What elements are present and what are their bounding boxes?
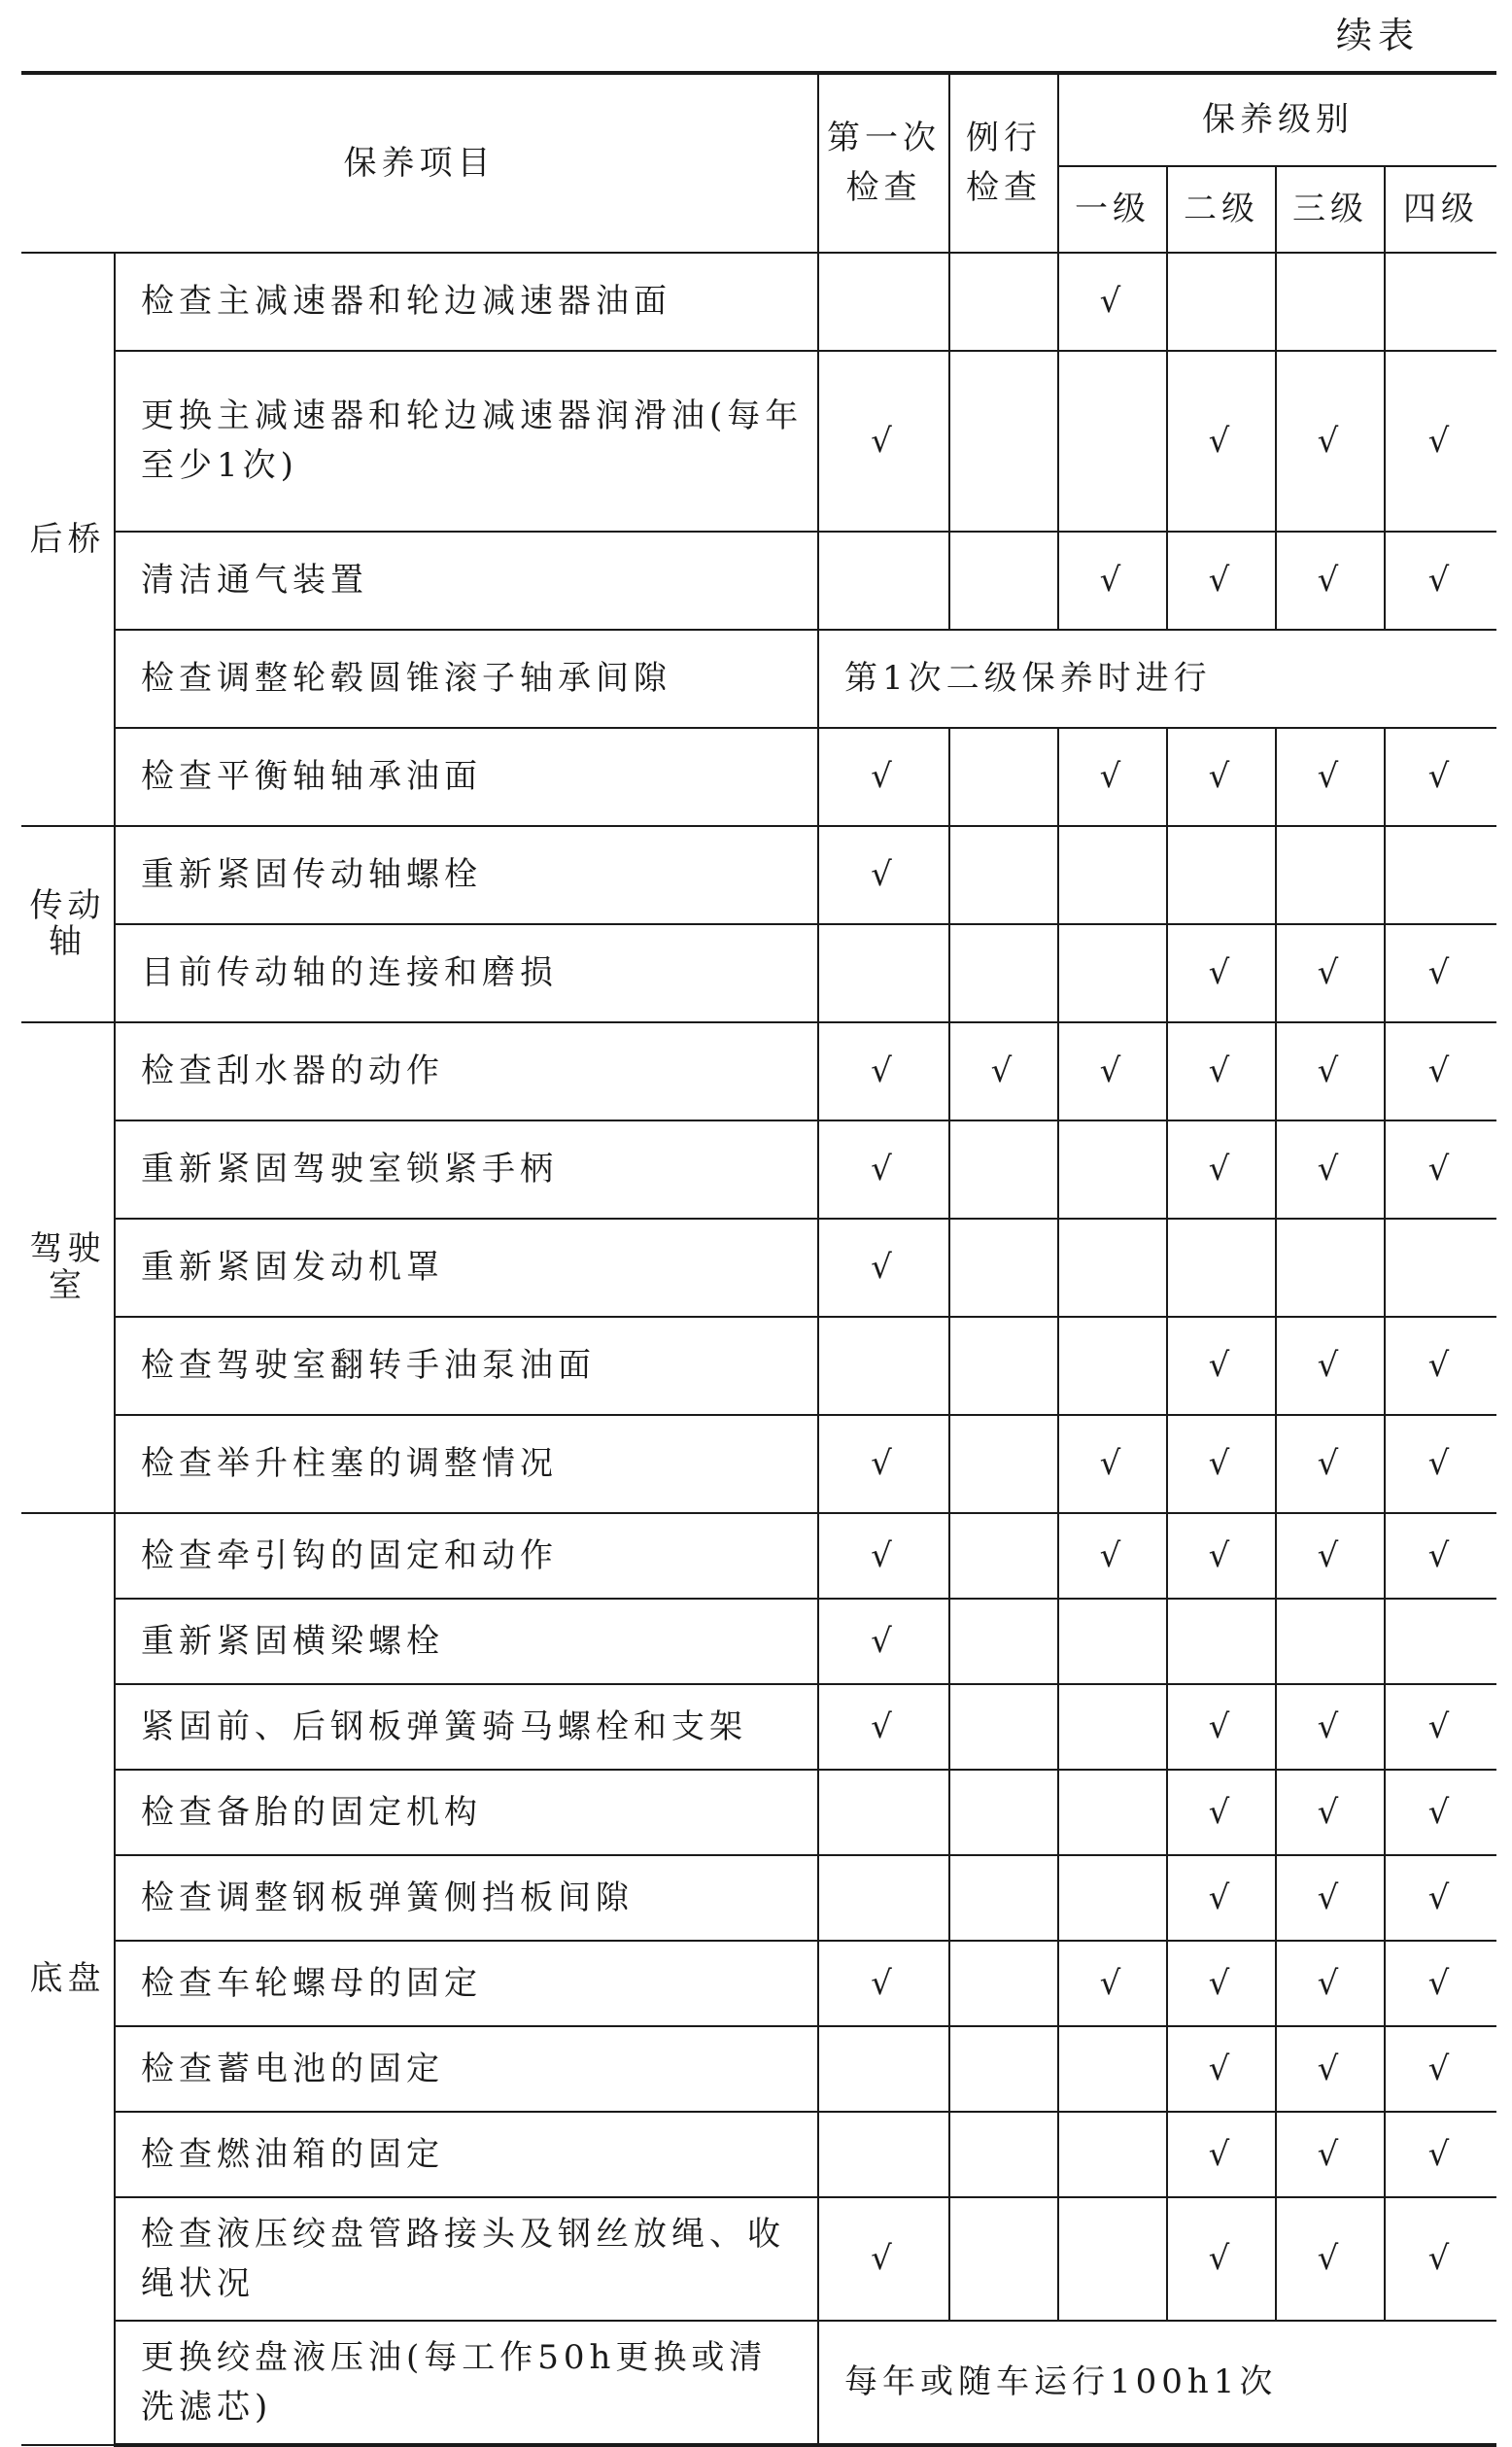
mark-level-3: √ [1276, 1120, 1385, 1219]
category-chassis: 底盘 [21, 1513, 115, 2445]
table-row [21, 1415, 1496, 1513]
maintenance-item: 检查调整轮毂圆锥滚子轴承间隙 [115, 630, 818, 728]
mark-level-2 [1167, 1219, 1276, 1317]
mark-level-3: √ [1276, 2112, 1385, 2197]
mark-first-check [818, 924, 949, 1022]
mark-first-check [818, 532, 949, 630]
mark-level-4: √ [1385, 728, 1496, 826]
table-body [21, 253, 1496, 2445]
maintenance-item: 检查备胎的固定机构 [115, 1770, 818, 1855]
mark-level-4: √ [1385, 2026, 1496, 2112]
mark-level-1: √ [1058, 1941, 1167, 2026]
mark-level-3: √ [1276, 1684, 1385, 1770]
mark-level-2: √ [1167, 351, 1276, 532]
header-routine-check: 例行检查 [949, 73, 1058, 253]
maintenance-item: 重新紧固发动机罩 [115, 1219, 818, 1317]
mark-level-4 [1385, 1219, 1496, 1317]
mark-routine-check [949, 1415, 1058, 1513]
mark-level-4: √ [1385, 1684, 1496, 1770]
mark-level-1 [1058, 924, 1167, 1022]
mark-level-3 [1276, 1599, 1385, 1684]
maintenance-item: 检查主减速器和轮边减速器油面 [115, 253, 818, 351]
table-row [21, 1770, 1496, 1855]
mark-level-2 [1167, 253, 1276, 351]
table-row [21, 1684, 1496, 1770]
mark-level-3: √ [1276, 1022, 1385, 1120]
mark-level-3: √ [1276, 924, 1385, 1022]
mark-level-3: √ [1276, 2026, 1385, 2112]
mark-first-check: √ [818, 1120, 949, 1219]
mark-routine-check [949, 2197, 1058, 2321]
mark-first-check [818, 1770, 949, 1855]
mark-first-check: √ [818, 1684, 949, 1770]
table-row [21, 2197, 1496, 2321]
mark-level-1: √ [1058, 728, 1167, 826]
table-row [21, 253, 1496, 351]
mark-level-1 [1058, 2026, 1167, 2112]
header-first-check: 第一次检查 [818, 73, 949, 253]
mark-first-check: √ [818, 351, 949, 532]
maintenance-item: 检查燃油箱的固定 [115, 2112, 818, 2197]
mark-first-check [818, 1317, 949, 1415]
mark-first-check: √ [818, 2197, 949, 2321]
mark-first-check: √ [818, 826, 949, 924]
mark-routine-check [949, 1770, 1058, 1855]
table-row [21, 2026, 1496, 2112]
mark-first-check: √ [818, 1599, 949, 1684]
mark-level-1 [1058, 1120, 1167, 1219]
maintenance-item: 目前传动轴的连接和磨损 [115, 924, 818, 1022]
mark-level-2: √ [1167, 1855, 1276, 1941]
schedule-note: 每年或随车运行100h1次 [818, 2321, 1496, 2445]
mark-level-3: √ [1276, 1415, 1385, 1513]
table-row [21, 728, 1496, 826]
mark-level-1 [1058, 1770, 1167, 1855]
mark-level-1: √ [1058, 532, 1167, 630]
header-level-4: 四级 [1385, 166, 1496, 253]
mark-level-1 [1058, 1684, 1167, 1770]
mark-first-check: √ [818, 1415, 949, 1513]
maintenance-item: 清洁通气装置 [115, 532, 818, 630]
mark-level-1: √ [1058, 1022, 1167, 1120]
mark-first-check: √ [818, 1941, 949, 2026]
schedule-note: 第1次二级保养时进行 [818, 630, 1496, 728]
mark-level-2: √ [1167, 1317, 1276, 1415]
mark-routine-check [949, 2026, 1058, 2112]
category-rear-axle: 后桥 [21, 253, 115, 826]
mark-level-1 [1058, 1855, 1167, 1941]
mark-first-check [818, 2026, 949, 2112]
mark-first-check: √ [818, 1219, 949, 1317]
mark-routine-check [949, 1317, 1058, 1415]
mark-level-1: √ [1058, 1415, 1167, 1513]
mark-routine-check [949, 1513, 1058, 1599]
header-item: 保养项目 [21, 73, 818, 253]
maintenance-item: 检查刮水器的动作 [115, 1022, 818, 1120]
mark-level-4: √ [1385, 1770, 1496, 1855]
mark-level-3: √ [1276, 1855, 1385, 1941]
maintenance-item: 检查平衡轴轴承油面 [115, 728, 818, 826]
mark-level-4: √ [1385, 1317, 1496, 1415]
mark-level-2: √ [1167, 2112, 1276, 2197]
mark-level-3: √ [1276, 2197, 1385, 2321]
mark-level-3 [1276, 826, 1385, 924]
mark-level-1 [1058, 1219, 1167, 1317]
mark-level-3: √ [1276, 1317, 1385, 1415]
mark-level-1 [1058, 1599, 1167, 1684]
mark-level-4: √ [1385, 1022, 1496, 1120]
mark-level-2: √ [1167, 1684, 1276, 1770]
mark-level-4 [1385, 826, 1496, 924]
mark-level-3 [1276, 253, 1385, 351]
mark-first-check [818, 1855, 949, 1941]
table-row [21, 1120, 1496, 1219]
mark-level-3: √ [1276, 728, 1385, 826]
mark-level-2: √ [1167, 2197, 1276, 2321]
category-cab: 驾驶室 [21, 1022, 115, 1513]
mark-level-4: √ [1385, 1513, 1496, 1599]
mark-routine-check [949, 1120, 1058, 1219]
maintenance-item: 更换绞盘液压油(每工作50h更换或清洗滤芯) [115, 2321, 818, 2445]
mark-level-1 [1058, 1317, 1167, 1415]
maintenance-item: 重新紧固横梁螺栓 [115, 1599, 818, 1684]
table-row [21, 924, 1496, 1022]
mark-level-3: √ [1276, 351, 1385, 532]
maintenance-item: 紧固前、后钢板弹簧骑马螺栓和支架 [115, 1684, 818, 1770]
maintenance-item: 检查调整钢板弹簧侧挡板间隙 [115, 1855, 818, 1941]
mark-first-check [818, 2112, 949, 2197]
header-level-group: 保养级别 [1058, 73, 1496, 166]
mark-level-2: √ [1167, 1941, 1276, 2026]
mark-level-2: √ [1167, 924, 1276, 1022]
table-row [21, 1219, 1496, 1317]
header-level-1: 一级 [1058, 166, 1167, 253]
maintenance-item: 重新紧固传动轴螺栓 [115, 826, 818, 924]
mark-level-4 [1385, 253, 1496, 351]
maintenance-item: 重新紧固驾驶室锁紧手柄 [115, 1120, 818, 1219]
mark-routine-check [949, 532, 1058, 630]
header-level-2: 二级 [1167, 166, 1276, 253]
mark-level-2: √ [1167, 532, 1276, 630]
mark-routine-check [949, 1599, 1058, 1684]
mark-level-2 [1167, 1599, 1276, 1684]
mark-routine-check [949, 1855, 1058, 1941]
mark-level-4: √ [1385, 532, 1496, 630]
table-row [21, 2321, 1496, 2445]
mark-level-3 [1276, 1219, 1385, 1317]
mark-routine-check [949, 2112, 1058, 2197]
maintenance-item: 检查车轮螺母的固定 [115, 1941, 818, 2026]
header-level-3: 三级 [1276, 166, 1385, 253]
mark-routine-check: √ [949, 1022, 1058, 1120]
maintenance-item: 检查驾驶室翻转手油泵油面 [115, 1317, 818, 1415]
mark-routine-check [949, 253, 1058, 351]
mark-level-1 [1058, 2197, 1167, 2321]
table-row [21, 826, 1496, 924]
mark-routine-check [949, 1219, 1058, 1317]
mark-level-2 [1167, 826, 1276, 924]
maintenance-item: 检查牵引钩的固定和动作 [115, 1513, 818, 1599]
table-row [21, 1022, 1496, 1120]
table-row [21, 1941, 1496, 2026]
mark-first-check: √ [818, 1513, 949, 1599]
mark-level-3: √ [1276, 1941, 1385, 2026]
mark-level-4: √ [1385, 1120, 1496, 1219]
mark-first-check: √ [818, 1022, 949, 1120]
table-row [21, 630, 1496, 728]
mark-level-2: √ [1167, 2026, 1276, 2112]
mark-level-4: √ [1385, 351, 1496, 532]
mark-level-4: √ [1385, 1941, 1496, 2026]
mark-level-2: √ [1167, 1770, 1276, 1855]
table-row [21, 532, 1496, 630]
table-row [21, 1599, 1496, 1684]
mark-level-2: √ [1167, 1513, 1276, 1599]
table-row [21, 1513, 1496, 1599]
mark-level-2: √ [1167, 728, 1276, 826]
mark-level-1: √ [1058, 1513, 1167, 1599]
mark-level-1 [1058, 351, 1167, 532]
mark-level-1 [1058, 2112, 1167, 2197]
mark-first-check: √ [818, 728, 949, 826]
maintenance-item: 更换主减速器和轮边减速器润滑油(每年至少1次) [115, 351, 818, 532]
mark-level-2: √ [1167, 1120, 1276, 1219]
table-row [21, 351, 1496, 532]
mark-routine-check [949, 728, 1058, 826]
mark-level-2: √ [1167, 1415, 1276, 1513]
mark-level-2: √ [1167, 1022, 1276, 1120]
mark-level-3: √ [1276, 1513, 1385, 1599]
mark-routine-check [949, 826, 1058, 924]
mark-level-4: √ [1385, 2197, 1496, 2321]
mark-first-check [818, 253, 949, 351]
maintenance-item: 检查举升柱塞的调整情况 [115, 1415, 818, 1513]
maintenance-item: 检查液压绞盘管路接头及钢丝放绳、收绳状况 [115, 2197, 818, 2321]
mark-level-3: √ [1276, 1770, 1385, 1855]
mark-level-1 [1058, 826, 1167, 924]
mark-routine-check [949, 1684, 1058, 1770]
mark-level-1: √ [1058, 253, 1167, 351]
mark-routine-check [949, 351, 1058, 532]
mark-level-4: √ [1385, 2112, 1496, 2197]
mark-level-4 [1385, 1599, 1496, 1684]
maintenance-table [21, 71, 1496, 2447]
mark-level-4: √ [1385, 1415, 1496, 1513]
mark-routine-check [949, 1941, 1058, 2026]
category-drive-shaft: 传动轴 [21, 826, 115, 1022]
table-caption: 续表 [1336, 15, 1420, 56]
table-row [21, 2112, 1496, 2197]
maintenance-item: 检查蓄电池的固定 [115, 2026, 818, 2112]
mark-level-3: √ [1276, 532, 1385, 630]
table-row [21, 1855, 1496, 1941]
table-row [21, 1317, 1496, 1415]
mark-routine-check [949, 924, 1058, 1022]
mark-level-4: √ [1385, 924, 1496, 1022]
mark-level-4: √ [1385, 1855, 1496, 1941]
